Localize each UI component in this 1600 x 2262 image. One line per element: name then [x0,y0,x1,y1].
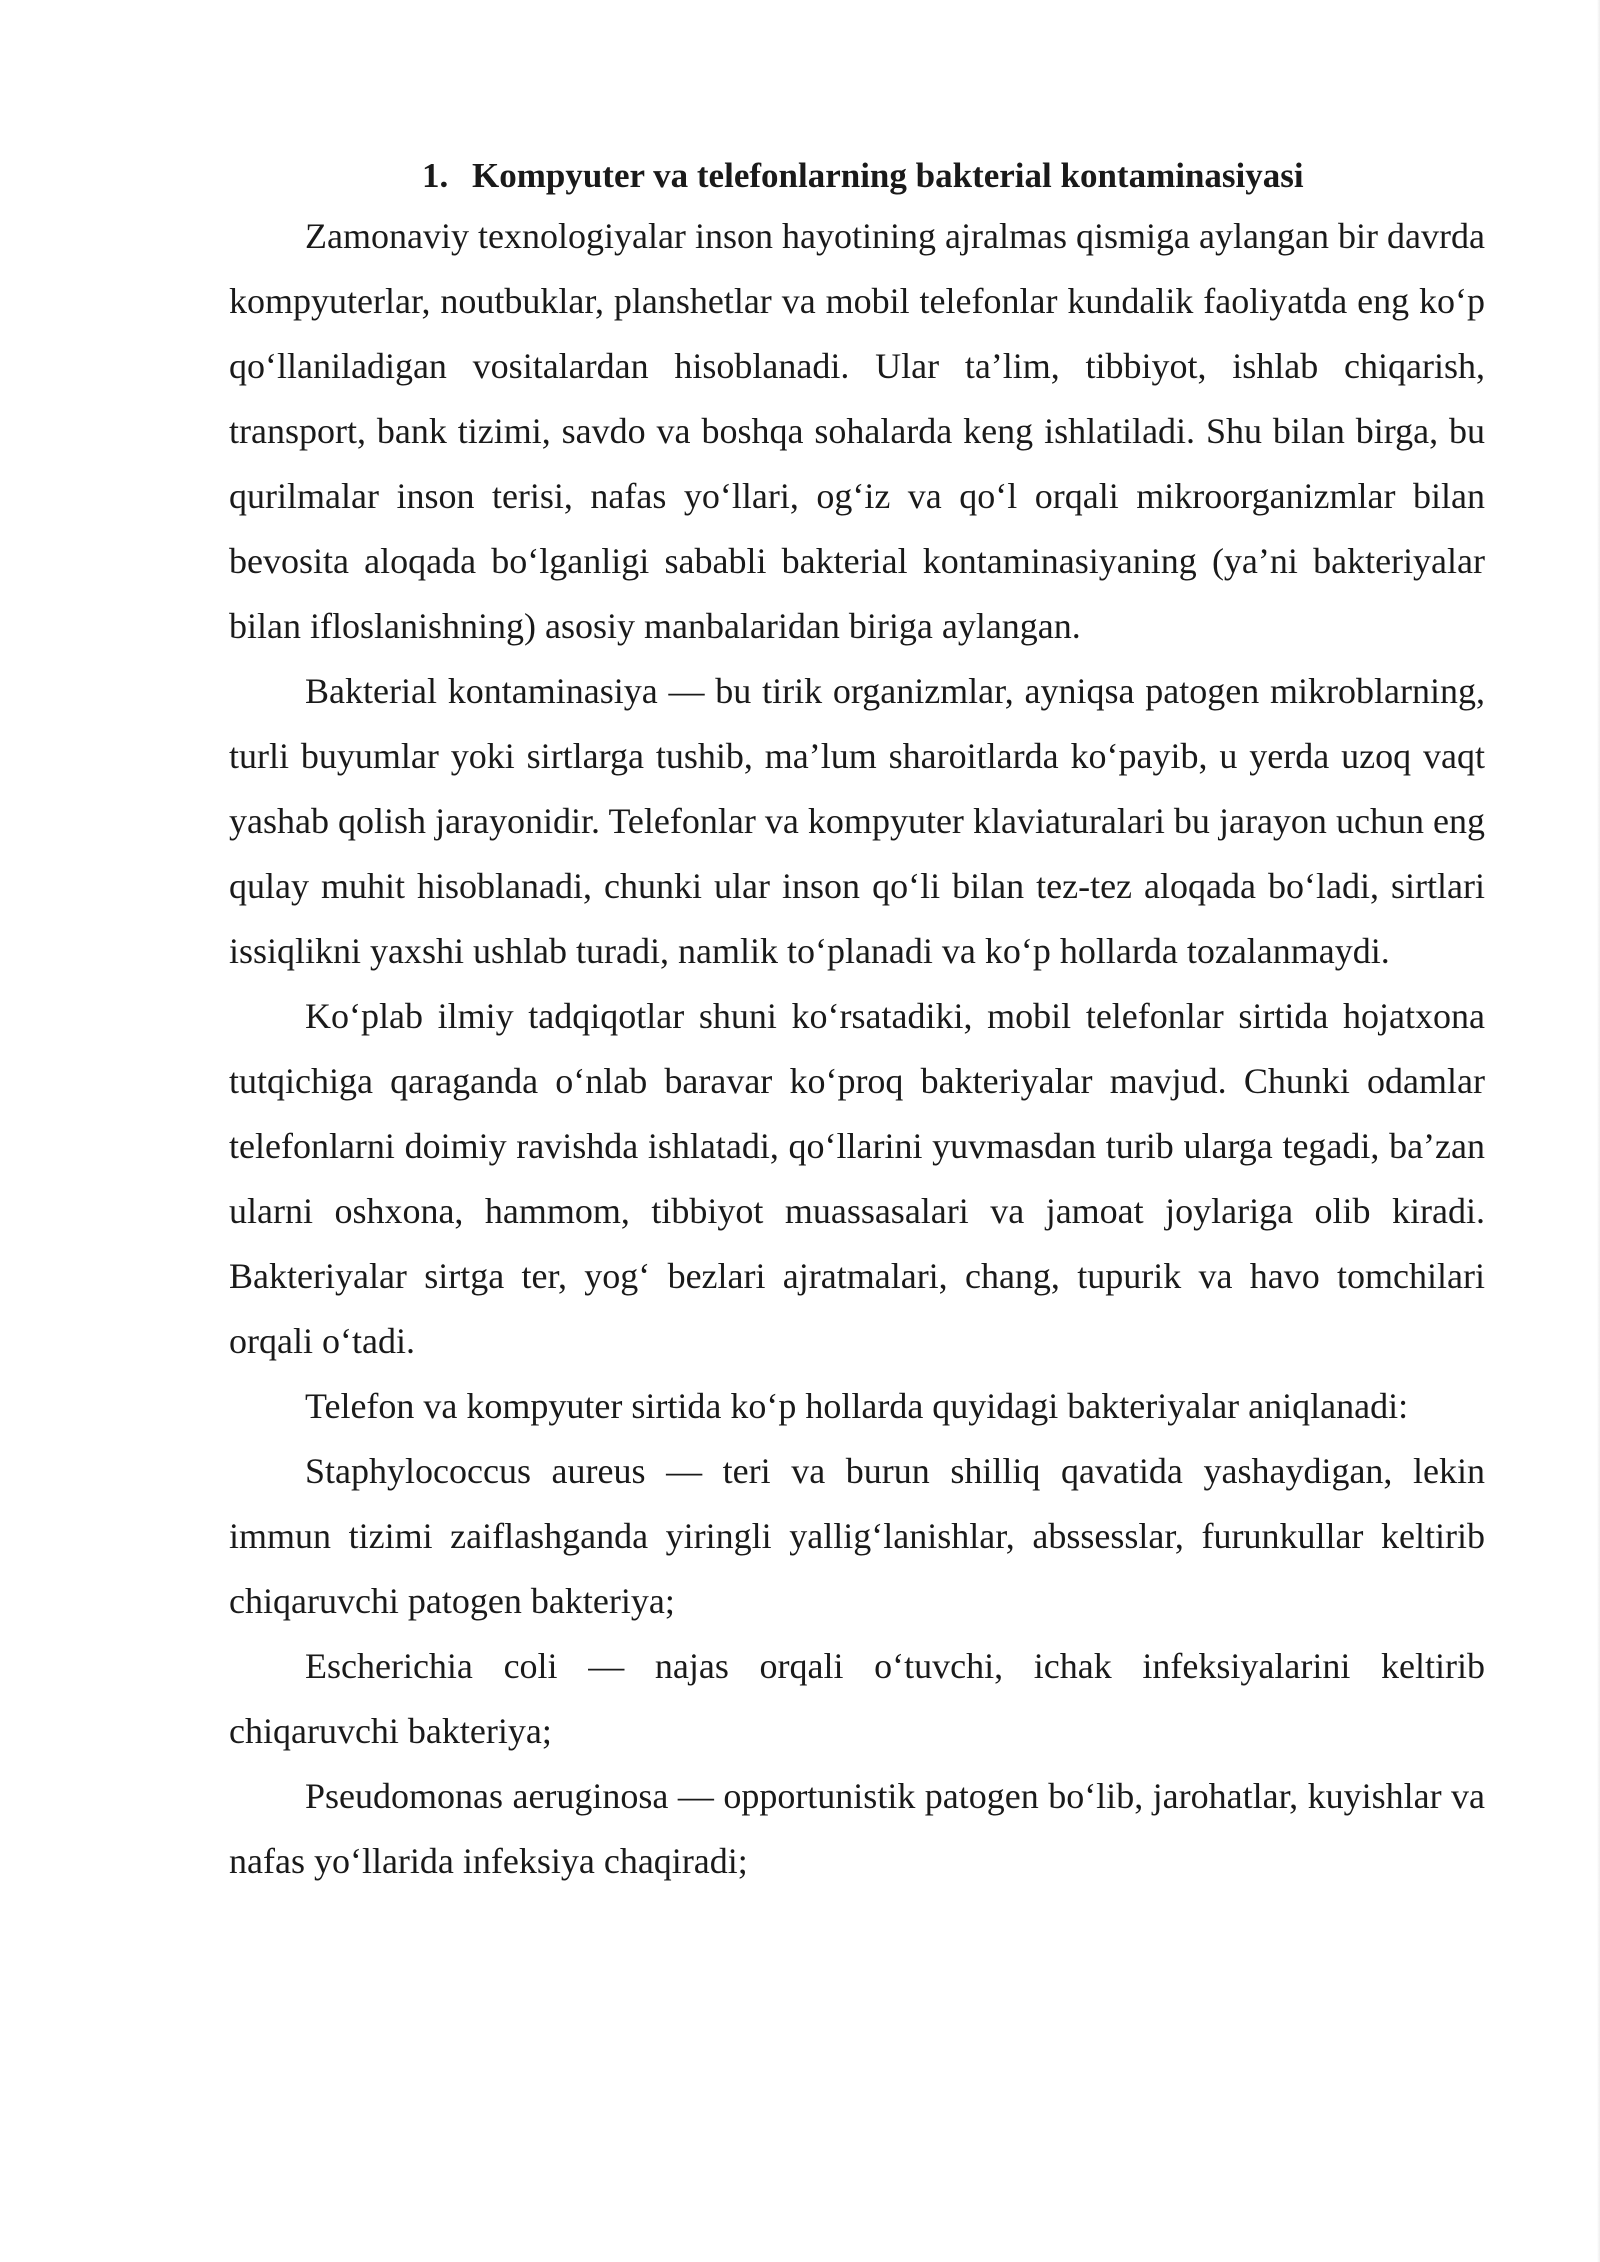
section-heading [229,148,1485,204]
list-item-pseudomonas: Pseudomonas aeruginosa — opportunistik patogen bo‘lib, jarohatlar, kuyishlar va nafas yo‘llarida infeksiya chaqiradi; [229,1776,1485,1881]
paragraph-definition: Bakterial kontaminasiya — bu tirik organizmlar, ayniqsa patogen mikroblarning, turli buyumlar yoki sirtlarga tushib, ma’lum sharoitlarda ko‘payib, u yerda uzoq vaqt yashab qolish jarayonidir. Telefonlar va kompyuter klaviaturalari bu jarayon uchun eng qulay muhit hisoblanadi, chunki ular inson qo‘li bilan tez-tez aloqada bo‘ladi, sirtlari issiqlikni yaxshi ushlab turadi, namlik to‘planadi va ko‘p hollarda tozalanmaydi. [229,671,1485,971]
document-body [229,148,1485,1894]
list-item-staphylococcus: Staphylococcus aureus — teri va burun shilliq qavatida yashaydigan, lekin immun tizimi zaiflashganda yiringli yallig‘lanishlar, abssesslar, furunkullar keltirib chiqaruvchi patogen bakteriya; [229,1451,1485,1621]
section-number: 1. [422,156,449,195]
paragraph-intro: Zamonaviy texnologiyalar inson hayotining ajralmas qismiga aylangan bir davrda kompyuterlar, noutbuklar, planshetlar va mobil telefonlar kundalik faoliyatda eng ko‘p qo‘llaniladigan vositalardan hisoblanadi. Ular ta’lim, tibbiyot, ishlab chiqarish, transport, bank tizimi, savdo va boshqa sohalarda keng ishlatiladi. Shu bilan birga, bu qurilmalar inson terisi, nafas yo‘llari, og‘iz va qo‘l orqali mikroorganizmlar bilan bevosita aloqada bo‘lganligi sababli bakterial kontaminasiyaning (ya’ni bakteriyalar bilan ifloslanishning) asosiy manbalaridan biriga aylangan. [229,216,1485,646]
list-item-escherichia: Escherichia coli — najas orqali o‘tuvchi, ichak infeksiyalarini keltirib chiqaruvchi bakteriya; [229,1646,1485,1751]
paragraph-research: Ko‘plab ilmiy tadqiqotlar shuni ko‘rsatadiki, mobil telefonlar sirtida hojatxona tutqichiga qaraganda o‘nlab baravar ko‘proq bakteriyalar mavjud. Chunki odamlar telefonlarni doimiy ravishda ishlatadi, qo‘llarini yuvmasdan turib ularga tegadi, ba’zan ularni oshxona, hammom, tibbiyot muassasalari va jamoat joylariga olib kiradi. Bakteriyalar sirtga ter, yog‘ bezlari ajratmalari, chang, tupurik va havo tomchilari orqali o‘tadi. [229,996,1485,1361]
section-title: Kompyuter va telefonlarning bakterial kontaminasiyasi [472,156,1304,195]
paragraph-list-intro: Telefon va kompyuter sirtida ko‘p hollarda quyidagi bakteriyalar aniqlanadi: [305,1386,1409,1426]
